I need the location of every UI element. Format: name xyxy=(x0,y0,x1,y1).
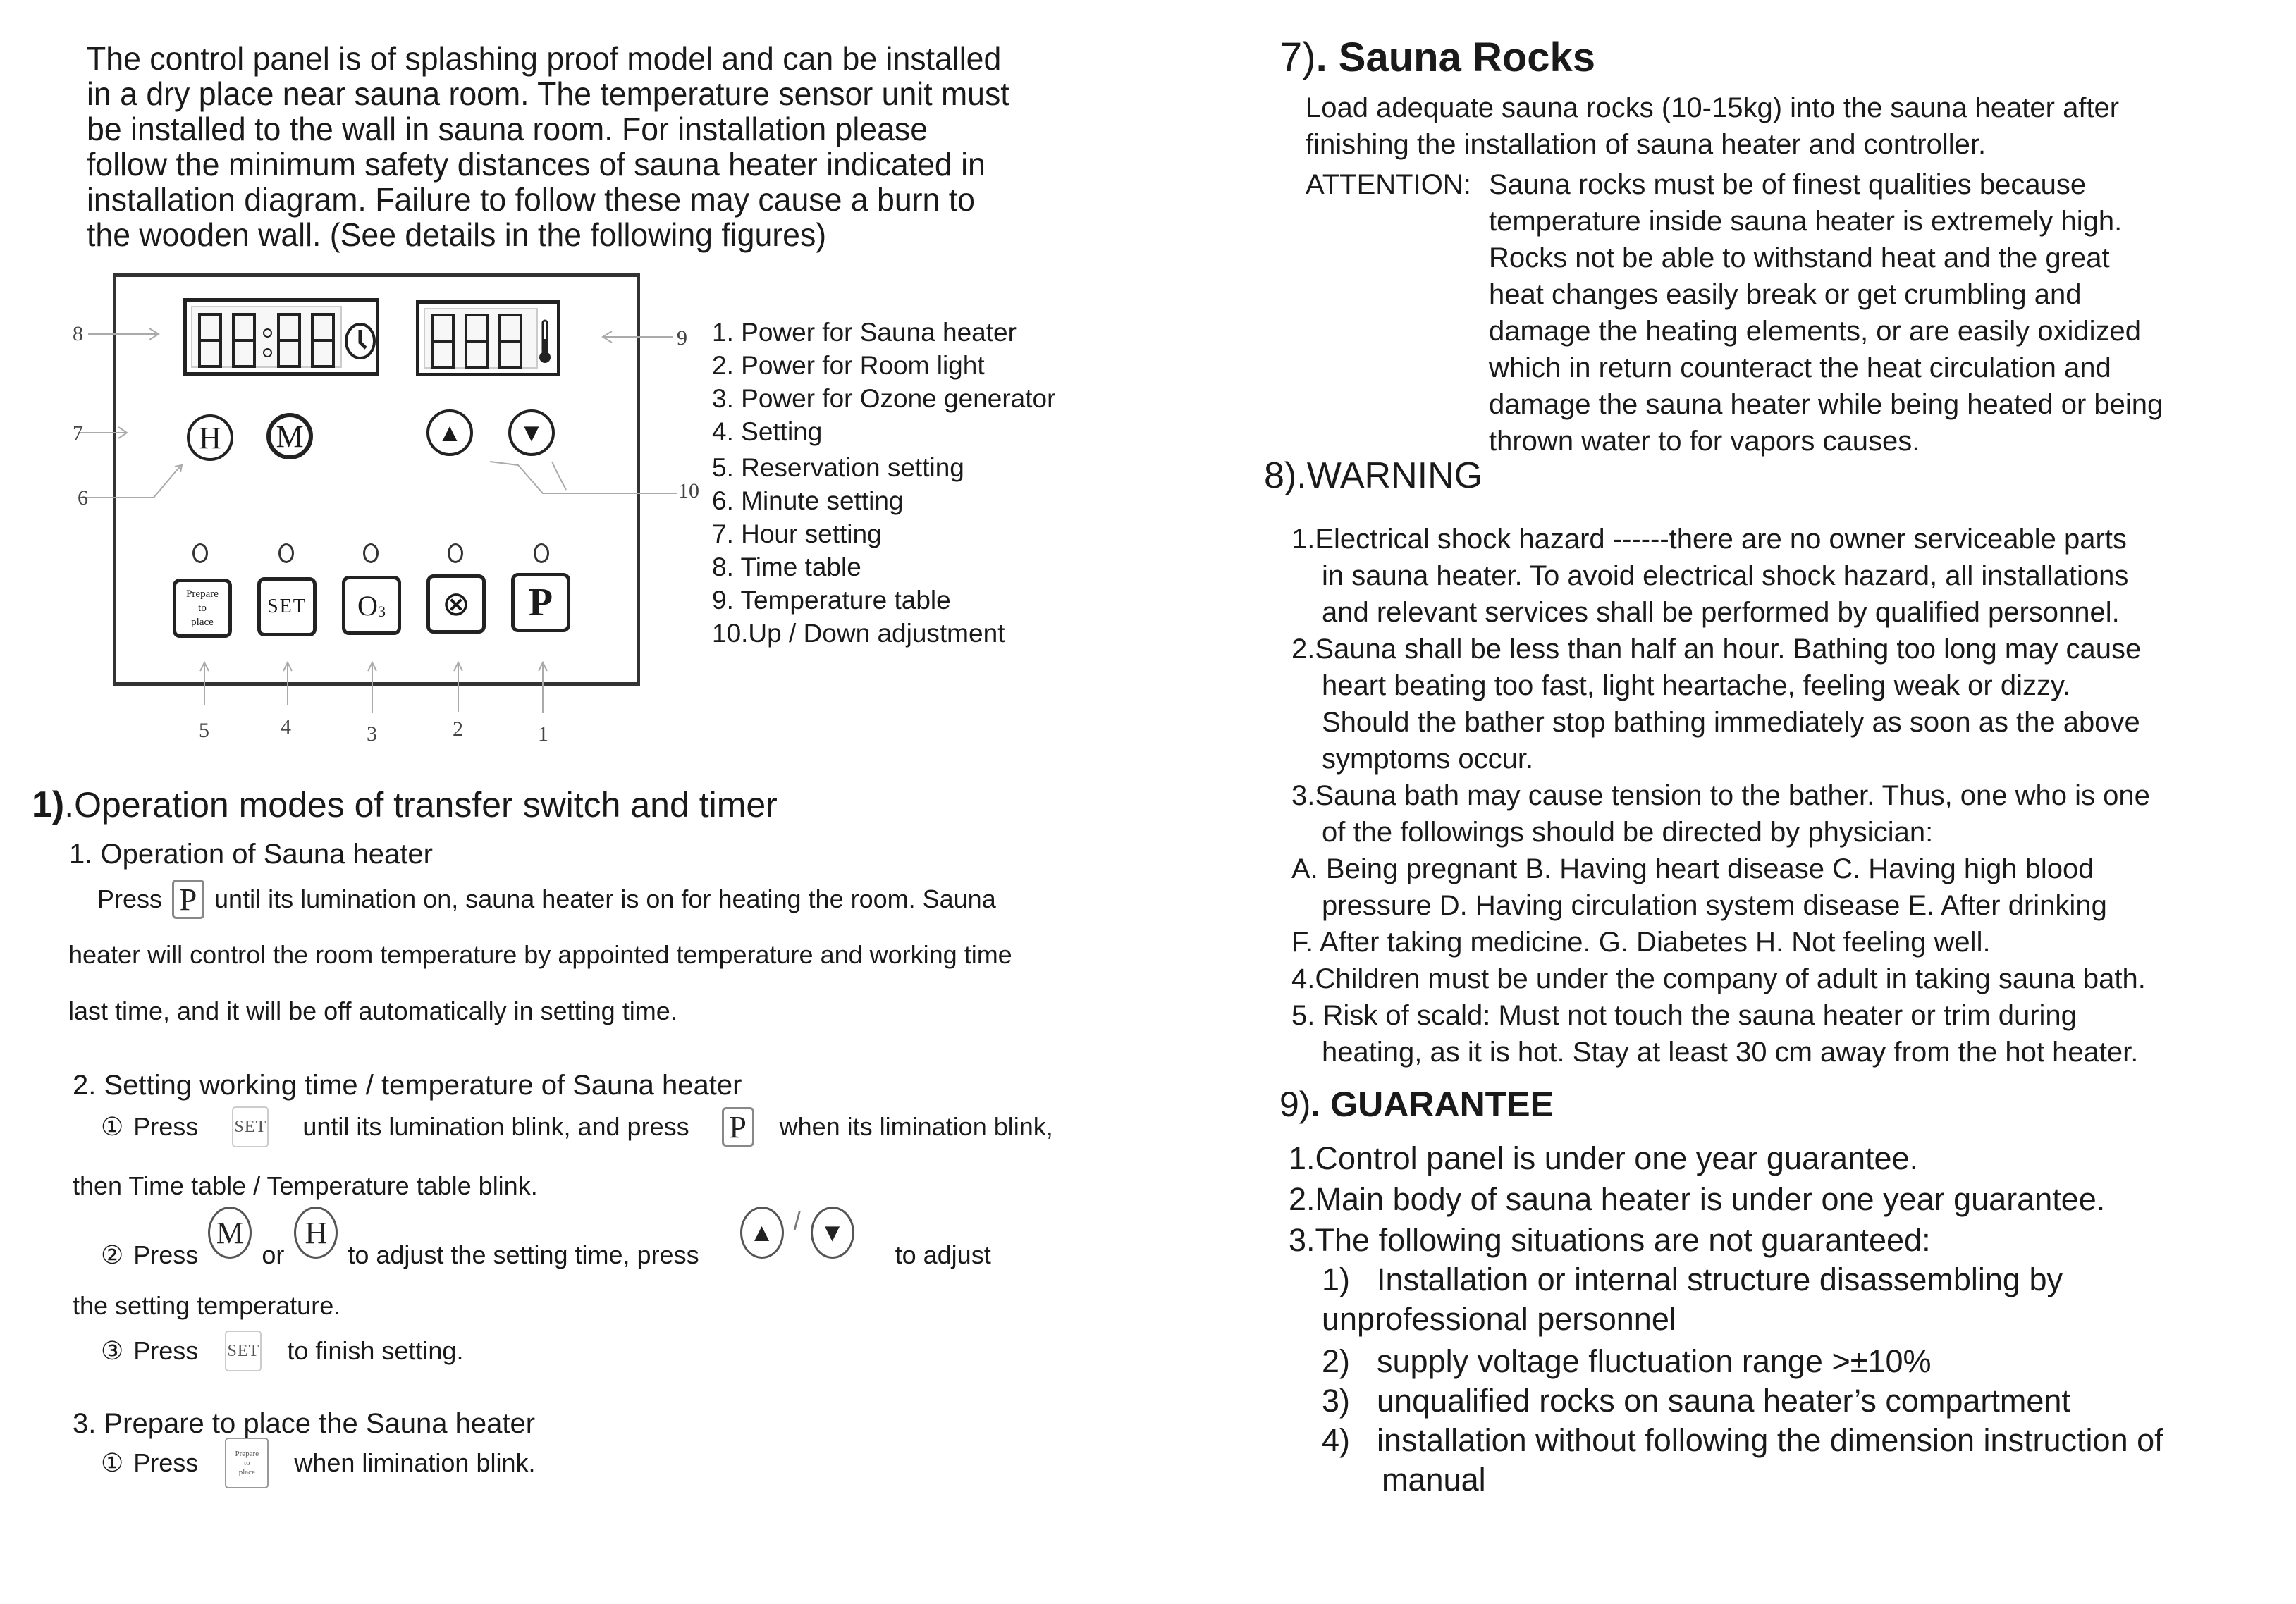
callout-9: 9 xyxy=(677,326,687,350)
text: Press xyxy=(133,1448,199,1477)
minute-setting-button[interactable]: M xyxy=(266,413,313,459)
intro-line: be installed to the wall in sauna room. For installation please xyxy=(87,111,928,147)
sub2-step1 xyxy=(101,1106,1053,1147)
sub2-step3 xyxy=(101,1331,463,1371)
attention-line: Rocks not be able to withstand heat and the great xyxy=(1489,242,2110,273)
minute-icon-inline: M xyxy=(208,1207,252,1259)
warning-line: 1.Electrical shock hazard ------there are no owner serviceable parts xyxy=(1291,524,2127,555)
text: Press xyxy=(97,884,163,913)
text: to adjust the setting time, press xyxy=(348,1240,699,1269)
sub3-step1 xyxy=(101,1438,536,1488)
text: until its lumination on, sauna heater is on for heating the room. Sauna xyxy=(214,884,996,913)
attention-line: thrown water to for vapors causes. xyxy=(1489,426,1920,457)
step-number: ③ xyxy=(101,1336,124,1365)
set-button[interactable]: SET xyxy=(257,577,317,636)
legend-item: 3. Power for Ozone generator xyxy=(712,384,1056,413)
attention-line: heat changes easily break or get crumbling and xyxy=(1489,279,2082,310)
set-icon-inline: SET xyxy=(232,1106,269,1147)
up-button[interactable]: ▲ xyxy=(426,409,473,456)
text: to xyxy=(244,1458,250,1467)
item-number: 1) xyxy=(1322,1261,1351,1297)
item-text: supply voltage fluctuation range >±10% xyxy=(1377,1343,1932,1379)
text: to finish setting. xyxy=(287,1336,464,1365)
text: Press xyxy=(133,1336,199,1365)
temperature-table-display xyxy=(416,300,560,376)
warning-line: 4.Children must be under the company of adult in taking sauna bath. xyxy=(1291,963,2146,994)
callout-8: 8 xyxy=(73,322,83,345)
warning-line: 2.Sauna shall be less than half an hour. Bathing too long may cause xyxy=(1291,634,2142,665)
ozone-button[interactable] xyxy=(342,576,401,635)
attention-line: which in return counteract the heat circulation and xyxy=(1489,352,2111,383)
exclusion-item-cont: manual xyxy=(1382,1462,1486,1498)
thermometer-icon xyxy=(538,319,552,364)
section-8-heading xyxy=(1264,455,1482,497)
callout-1: 1 xyxy=(538,722,548,746)
digit xyxy=(277,313,301,368)
warning-line: F. After taking medicine. G. Diabetes H. Not feeling well. xyxy=(1291,927,1991,958)
legend-item: 5. Reservation setting xyxy=(712,453,964,482)
warning-line: of the followings should be directed by physician: xyxy=(1322,817,1934,848)
text: when limination blink. xyxy=(294,1448,536,1477)
step-number: ② xyxy=(101,1240,124,1269)
guarantee-item: 1.Control panel is under one year guarantee. xyxy=(1289,1140,1919,1176)
item-number: 4) xyxy=(1322,1422,1351,1458)
warning-line: heart beating too fast, light heartache, feeling weak or dizzy. xyxy=(1322,670,2071,701)
power-heater-icon-inline: P xyxy=(172,880,204,919)
callout-2: 2 xyxy=(453,717,463,741)
text: to adjust xyxy=(895,1240,991,1269)
exclusion-item xyxy=(1322,1343,1931,1380)
warning-line: A. Being pregnant B. Having heart disease C. Having high blood xyxy=(1291,853,2094,884)
step-number: ① xyxy=(101,1448,124,1477)
indicator-led xyxy=(278,543,294,563)
legend-item: 1. Power for Sauna heater xyxy=(712,318,1017,347)
section-number: 9) xyxy=(1279,1085,1311,1124)
item-text: Installation or internal structure disassembling by xyxy=(1377,1261,2063,1297)
intro-line: installation diagram. Failure to follow these may cause a burn to xyxy=(87,181,975,218)
digit xyxy=(232,313,256,368)
warning-line: heating, as it is hot. Stay at least 30 cm away from the hot heater. xyxy=(1322,1037,2139,1068)
set-icon-inline: SET xyxy=(225,1331,262,1371)
guarantee-item: 3.The following situations are not guaranteed: xyxy=(1289,1222,1931,1258)
prepare-to-place-button[interactable] xyxy=(173,579,232,638)
callout-6: 6 xyxy=(78,486,88,510)
legend-item: 9. Temperature table xyxy=(712,586,951,615)
hour-setting-button[interactable]: H xyxy=(187,414,233,461)
warning-line: pressure D. Having circulation system disease E. After drinking xyxy=(1322,890,2107,921)
warning-line: in sauna heater. To avoid electrical shock hazard, all installations xyxy=(1322,560,2129,591)
digit xyxy=(498,314,522,369)
callout-7: 7 xyxy=(73,421,83,445)
sub1-line2: heater will control the room temperature by appointed temperature and working time xyxy=(68,940,1012,969)
item-text: installation without following the dimension instruction of xyxy=(1377,1422,2163,1458)
warning-line: 5. Risk of scald: Must not touch the sauna heater or trim during xyxy=(1291,1000,2077,1031)
section-1-heading xyxy=(32,784,778,826)
attention-line: damage the heating elements, or are easily oxidized xyxy=(1489,316,2141,347)
legend-item: 6. Minute setting xyxy=(712,486,904,515)
button-label: Prepare xyxy=(186,588,219,600)
exclusion-item xyxy=(1322,1422,2163,1459)
exclusion-item-cont: unprofessional personnel xyxy=(1322,1301,1676,1337)
indicator-led xyxy=(363,543,379,563)
section-number: 8) xyxy=(1264,455,1297,496)
legend-item: 2. Power for Room light xyxy=(712,351,985,380)
sub2-step1-line2: then Time table / Temperature table blink. xyxy=(73,1171,538,1200)
section-title: .Operation modes of transfer switch and timer xyxy=(64,785,778,825)
section-title: . Sauna Rocks xyxy=(1315,35,1596,80)
rocks-line: Load adequate sauna rocks (10-15kg) into the sauna heater after xyxy=(1306,92,2120,123)
intro-line: in a dry place near sauna room. The temperature sensor unit must xyxy=(87,75,1009,112)
warning-line: Should the bather stop bathing immediately as soon as the above xyxy=(1322,707,2140,738)
section-title: . GUARANTEE xyxy=(1310,1085,1554,1124)
attention-label: ATTENTION: xyxy=(1306,169,1471,200)
digit xyxy=(431,314,455,369)
indicator-led xyxy=(534,543,549,563)
button-label: place xyxy=(191,617,214,628)
text: until its lumination blink, and press xyxy=(302,1112,689,1141)
indicator-led xyxy=(192,543,208,563)
callout-3: 3 xyxy=(367,722,377,746)
text: Press xyxy=(133,1240,199,1269)
sub-heading-3: 3. Prepare to place the Sauna heater xyxy=(73,1408,536,1439)
text: place xyxy=(238,1467,255,1476)
sub2-step2-line2: the setting temperature. xyxy=(73,1291,341,1320)
up-icon-inline: ▲ xyxy=(740,1207,784,1259)
legend-item: 7. Hour setting xyxy=(712,519,882,548)
legend-item: 8. Time table xyxy=(712,553,861,581)
text: when its limination blink, xyxy=(779,1112,1053,1141)
intro-line: The control panel is of splashing proof model and can be installed xyxy=(87,40,1002,77)
button-label: O xyxy=(357,589,378,622)
callout-10: 10 xyxy=(678,479,699,502)
section-title: .WARNING xyxy=(1296,455,1483,496)
step-number: ① xyxy=(101,1112,124,1141)
sub1-line3: last time, and it will be off automatically in setting time. xyxy=(68,997,677,1025)
clock-icon xyxy=(343,321,377,361)
time-table-display xyxy=(183,298,379,376)
text: or xyxy=(262,1240,285,1269)
digit xyxy=(311,313,335,368)
item-number: 2) xyxy=(1322,1343,1351,1379)
legend-item: 10.Up / Down adjustment xyxy=(712,619,1005,648)
down-icon-inline: ▼ xyxy=(811,1207,854,1259)
warning-line: symptoms occur. xyxy=(1322,744,1534,775)
exclusion-item xyxy=(1322,1383,2070,1419)
section-number: 7) xyxy=(1279,35,1316,80)
rocks-line: finishing the installation of sauna heater and controller. xyxy=(1306,129,1987,160)
item-text: unqualified rocks on sauna heater’s compartment xyxy=(1377,1383,2070,1419)
exclusion-item xyxy=(1322,1261,2063,1298)
callout-4: 4 xyxy=(281,715,291,739)
prepare-to-place-icon-inline xyxy=(225,1438,269,1488)
control-panel-diagram xyxy=(113,273,640,686)
indicator-led xyxy=(448,543,463,563)
hour-icon-inline: H xyxy=(294,1207,338,1259)
callout-5: 5 xyxy=(199,719,209,742)
text: / xyxy=(793,1207,801,1235)
legend-item: 4. Setting xyxy=(712,417,823,446)
intro-line: follow the minimum safety distances of sauna heater indicated in xyxy=(87,146,986,183)
section-7-heading xyxy=(1279,34,1595,81)
power-heater-icon-inline: P xyxy=(722,1107,754,1147)
digit xyxy=(198,313,222,368)
button-label: to xyxy=(198,603,207,614)
attention-line: temperature inside sauna heater is extremely high. xyxy=(1489,206,2123,237)
sauna-heater-power-button[interactable]: P xyxy=(511,573,570,632)
digit xyxy=(465,314,489,369)
item-number: 3) xyxy=(1322,1383,1351,1419)
button-label-sub: 3 xyxy=(377,603,386,620)
sub1-line1 xyxy=(97,880,996,919)
text: Prepare xyxy=(235,1449,259,1458)
intro-line: the wooden wall. (See details in the following figures) xyxy=(87,216,827,253)
sub2-step2 xyxy=(101,1207,991,1270)
room-light-button[interactable]: ⊗ xyxy=(426,574,486,634)
down-button[interactable]: ▼ xyxy=(508,409,555,456)
section-9-heading xyxy=(1279,1084,1554,1125)
warning-line: 3.Sauna bath may cause tension to the bather. Thus, one who is one xyxy=(1291,780,2150,811)
warning-line: and relevant services shall be performed by qualified personnel. xyxy=(1322,597,2120,628)
sub-heading-2: 2. Setting working time / temperature of Sauna heater xyxy=(73,1070,742,1101)
attention-line: Sauna rocks must be of finest qualities because xyxy=(1489,169,2087,200)
text: Press xyxy=(133,1112,199,1141)
attention-line: damage the sauna heater while being heated or being xyxy=(1489,389,2163,420)
sub-heading-1: 1. Operation of Sauna heater xyxy=(69,839,433,870)
section-number: 1) xyxy=(32,784,65,825)
guarantee-item: 2.Main body of sauna heater is under one year guarantee. xyxy=(1289,1181,2106,1217)
